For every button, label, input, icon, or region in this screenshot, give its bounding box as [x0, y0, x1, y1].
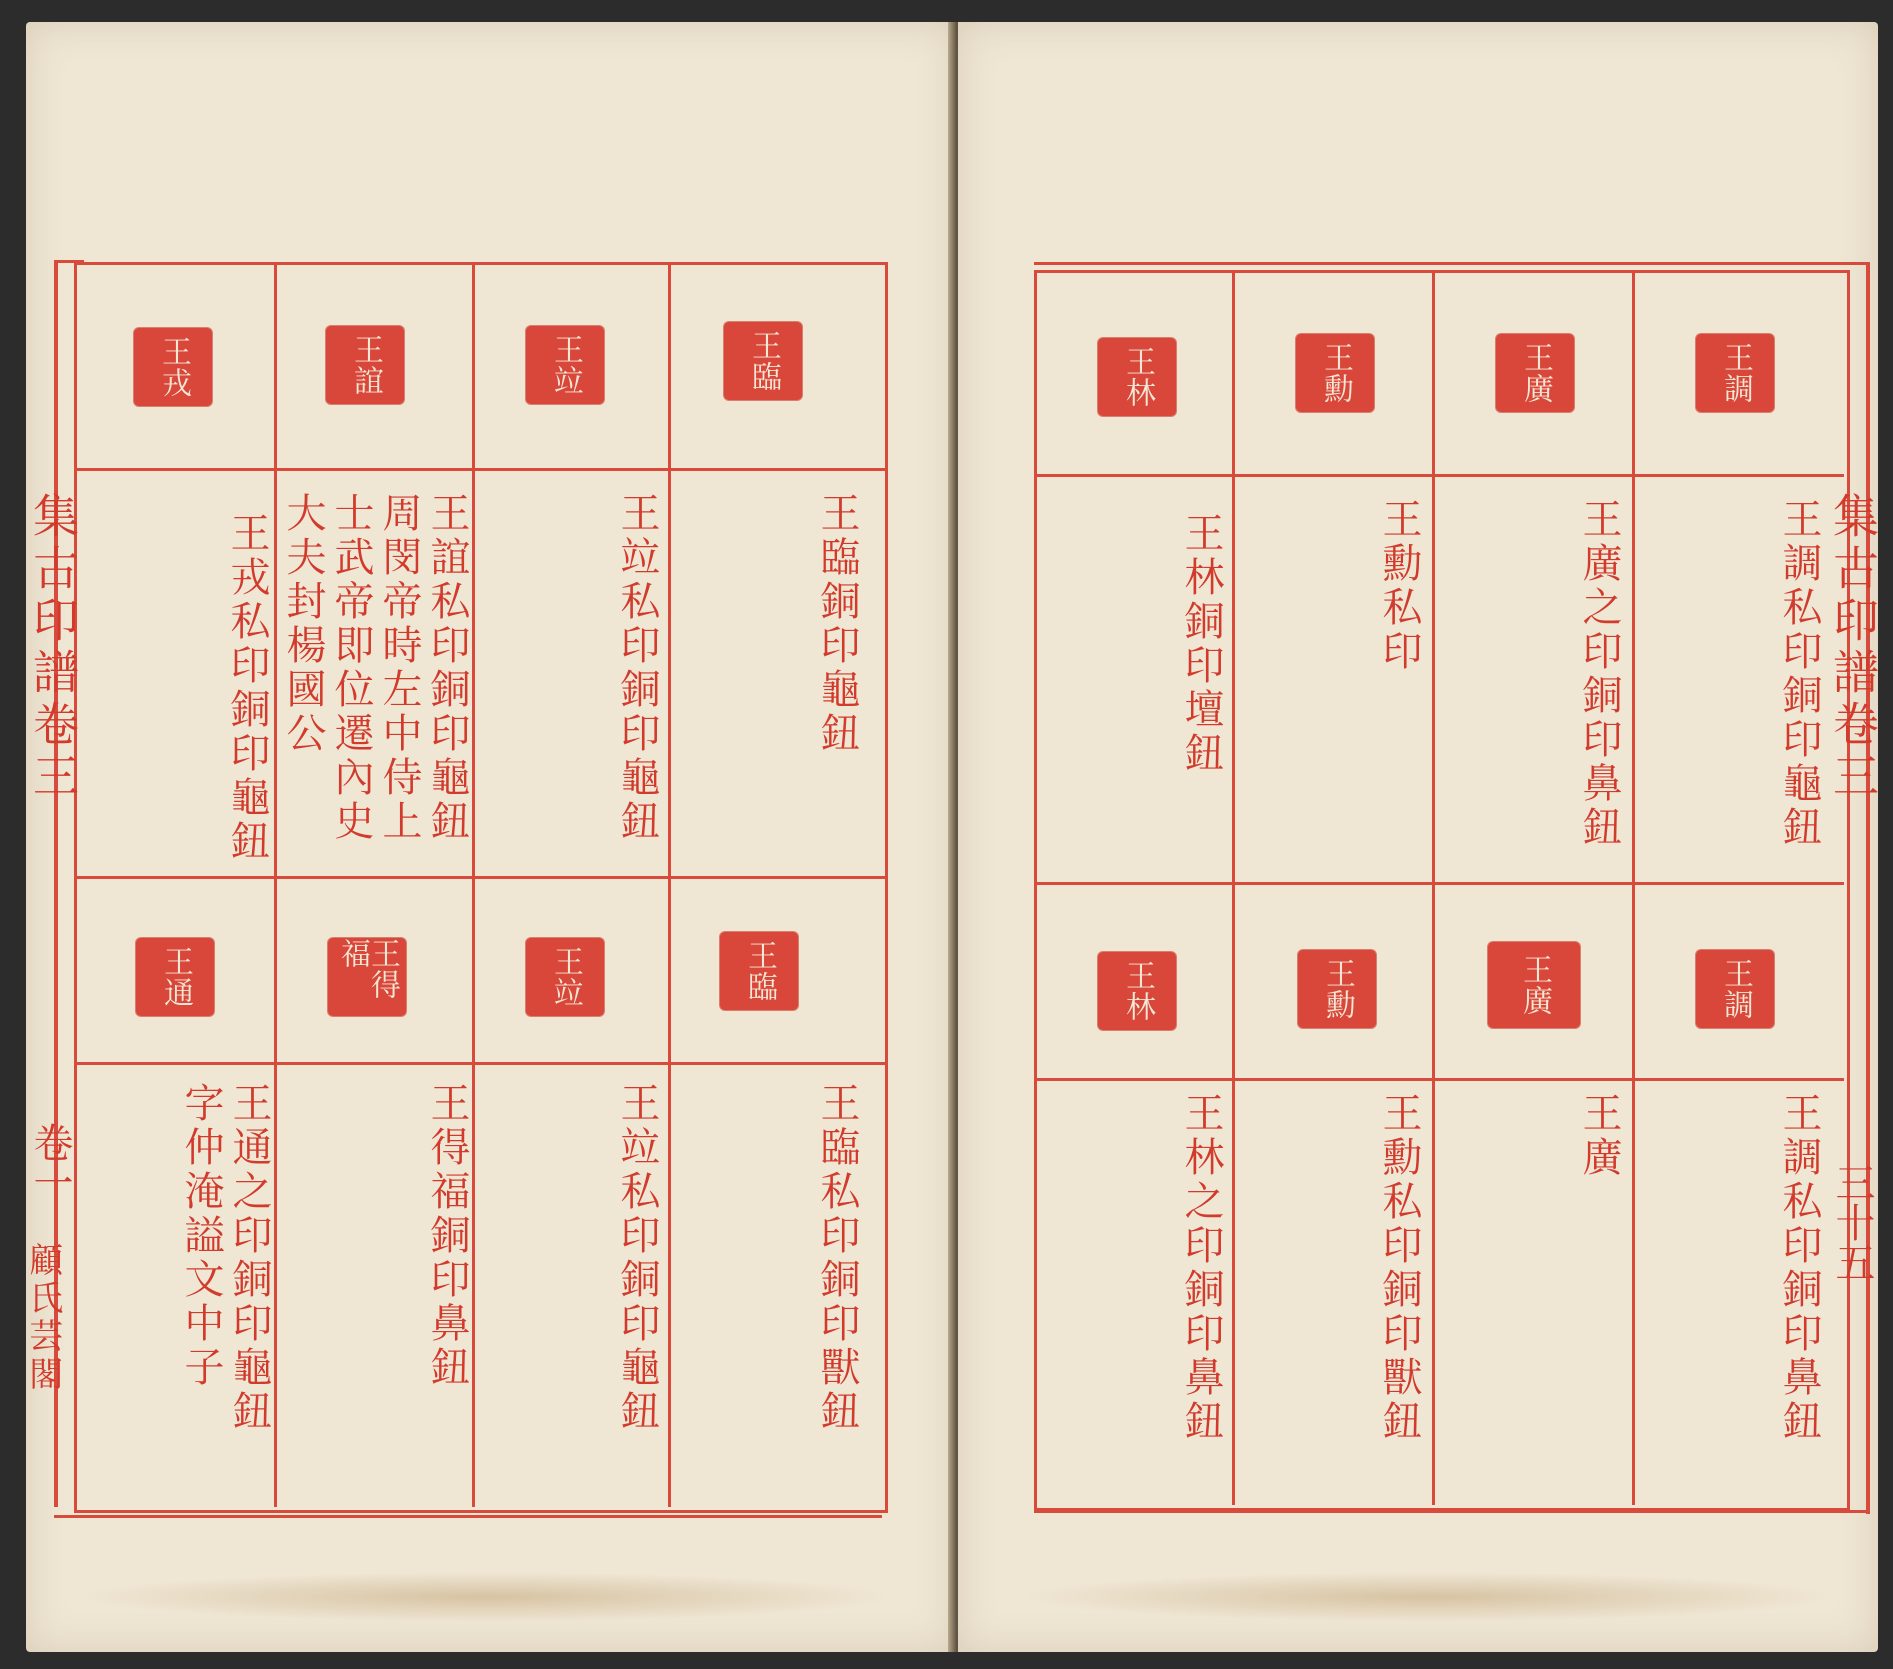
seal-impression: 王竝	[526, 938, 604, 1016]
water-stain	[76, 1572, 896, 1622]
right-page-title: 集古印譜卷三	[1826, 492, 1880, 804]
seal-impression: 王臨	[724, 322, 802, 400]
seal-impression: 王誼	[326, 326, 404, 404]
row-divider	[74, 876, 885, 879]
column-divider	[1632, 270, 1635, 1505]
seal-caption: 王臨銅印龜鈕	[814, 492, 860, 756]
row-divider	[74, 1062, 885, 1065]
left-page	[22, 22, 956, 1652]
seal-impression: 王竝	[526, 326, 604, 404]
seal-caption: 王竝私印銅印龜鈕	[614, 492, 660, 844]
seal-impression: 王臨	[720, 932, 798, 1010]
column-divider	[1232, 270, 1235, 1505]
seal-caption: 大夫封楊國公	[280, 492, 326, 756]
row-divider	[1034, 1078, 1844, 1081]
left-leaf-number: 卷一	[27, 1122, 73, 1202]
seal-caption: 王林之印銅印鼻鈕	[1178, 1092, 1224, 1444]
seal-impression: 王廣	[1496, 334, 1574, 412]
left-page-title: 集古印譜卷三	[26, 492, 80, 804]
seal-caption: 王林銅印壇鈕	[1178, 512, 1224, 776]
seal-caption: 王得福銅印鼻鈕	[424, 1082, 470, 1390]
publisher-mark: 顧氏芸閣	[22, 1242, 63, 1394]
seal-caption: 周閔帝時左中侍上	[376, 492, 422, 844]
seal-impression: 王調	[1696, 950, 1774, 1028]
frame-outer-rule	[1866, 262, 1870, 1514]
row-divider	[1034, 474, 1844, 477]
seal-caption: 王勳私印	[1376, 498, 1422, 674]
row-divider	[74, 468, 885, 471]
column-divider	[472, 262, 475, 1507]
seal-caption: 王調私印銅印鼻鈕	[1776, 1092, 1822, 1444]
seal-impression: 王勳	[1298, 950, 1376, 1028]
seal-caption: 王廣	[1576, 1092, 1622, 1180]
seal-impression: 王廣	[1488, 942, 1580, 1028]
seal-caption: 王通之印銅印龜鈕	[226, 1082, 272, 1434]
seal-caption: 王誼私印銅印龜鈕	[424, 492, 470, 844]
water-stain	[1018, 1572, 1838, 1622]
column-divider	[1432, 270, 1435, 1505]
seal-impression: 王勳	[1296, 334, 1374, 412]
seal-caption: 士武帝即位遷內史	[328, 492, 374, 844]
right-page	[958, 22, 1878, 1652]
frame-double-bottom	[54, 1515, 882, 1518]
seal-impression: 王戎	[134, 328, 212, 406]
seal-caption: 王戎私印銅印龜鈕	[224, 512, 270, 864]
seal-impression: 王林	[1098, 952, 1176, 1030]
column-divider	[274, 262, 277, 1507]
row-divider	[1034, 882, 1844, 885]
frame-double-bottom	[1034, 1510, 1870, 1513]
seal-caption: 王臨私印銅印獸鈕	[814, 1082, 860, 1434]
seal-impression: 王調	[1696, 334, 1774, 412]
seal-caption: 字仲淹謚文中子	[178, 1082, 224, 1390]
seal-impression: 王得福	[328, 938, 406, 1016]
right-grid-frame	[1034, 270, 1850, 1511]
right-leaf-number: 三十五	[1829, 1162, 1875, 1282]
seal-caption: 王廣之印銅印鼻鈕	[1576, 498, 1622, 850]
seal-impression: 王通	[136, 938, 214, 1016]
seal-caption: 王勳私印銅印獸鈕	[1376, 1092, 1422, 1444]
frame-double-top	[1034, 262, 1870, 265]
frame-double-top	[54, 260, 84, 263]
seal-caption: 王竝私印銅印龜鈕	[614, 1082, 660, 1434]
seal-caption: 王調私印銅印龜鈕	[1776, 498, 1822, 850]
seal-impression: 王林	[1098, 338, 1176, 416]
column-divider	[668, 262, 671, 1507]
